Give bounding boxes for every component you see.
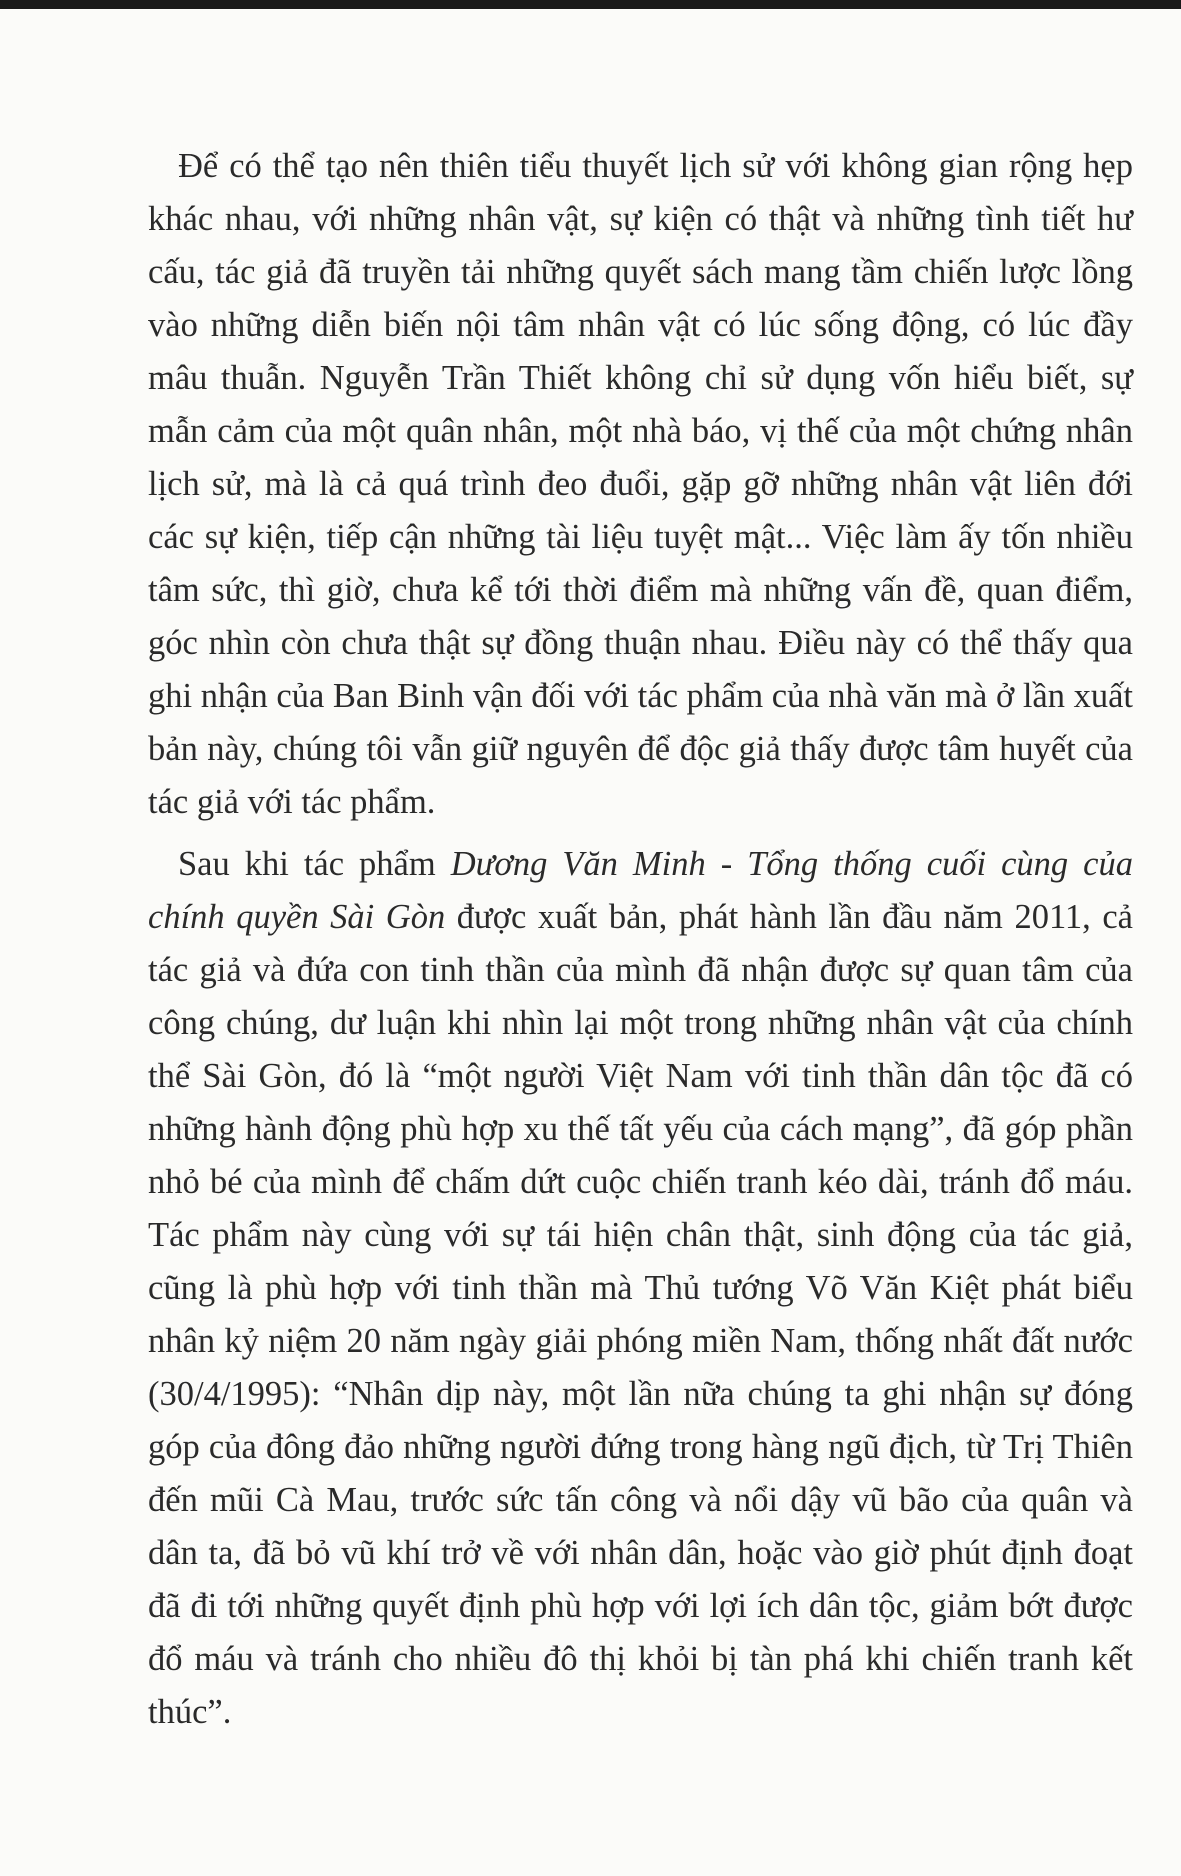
page-top-edge — [0, 0, 1181, 9]
book-title: Dương Văn Minh - Tổng thống cuối cùng của chính quyền Sài Gòn — [148, 845, 1133, 936]
paragraph-2-text: được xuất bản, phát hành lần đầu năm 2011, cả tác giả và đứa con tinh thần của mình đã nhận được sự quan tâm của công chúng, dư luận khi nhìn lại một trong những nhân vật của chính thể Sài Gòn, đó là “một người Việt Nam với tinh thần dân tộc đã có những hành động phù hợp xu thế tất yếu của cách mạng”, đã góp phần nhỏ bé của mình để chấm dứt cuộc chiến tranh kéo dài, tránh đổ máu. Tác phẩm này cùng với sự tái hiện chân thật, sinh động của tác giả, cũng là phù hợp với tinh thần mà Thủ tướng Võ Văn Kiệt phát biểu nhân kỷ niệm 20 năm ngày giải phóng miền Nam, thống nhất đất nước (30/4/1995): “Nhân dịp này, một lần nữa chúng ta ghi nhận sự đóng góp của đông đảo những người đứng trong hàng ngũ địch, từ Trị Thiên đến mũi Cà Mau, trước sức tấn công và nổi dậy vũ bão của quân và dân ta, đã bỏ vũ khí trở về với nhân dân, hoặc vào giờ phút định đoạt đã đi tới những quyết định phù hợp với lợi ích dân tộc, giảm bớt được đổ máu và tránh cho nhiều đô thị khỏi bị tàn phá khi chiến tranh kết thúc”. — [148, 898, 1133, 1731]
paragraph-2-intro: Sau khi tác phẩm — [178, 845, 451, 883]
paragraph-1-text: Để có thể tạo nên thiên tiểu thuyết lịch sử với không gian rộng hẹp khác nhau, với những nhân vật, sự kiện có thật và những tình tiết hư cấu, tác giả đã truyền tải những quyết sách mang tầm chiến lược lồng vào những diễn biến nội tâm nhân vật có lúc sống động, có lúc đầy mâu thuẫn. Nguyễn Trần Thiết không chỉ sử dụng vốn hiểu biết, sự mẫn cảm của một quân nhân, một nhà báo, vị thế của một chứng nhân lịch sử, mà là cả quá trình đeo đuổi, gặp gỡ những nhân vật liên đới các sự kiện, tiếp cận những tài liệu tuyệt mật... Việc làm ấy tốn nhiều tâm sức, thì giờ, chưa kể tới thời điểm mà những vấn đề, quan điểm, góc nhìn còn chưa thật sự đồng thuận nhau. Điều này có thể thấy qua ghi nhận của Ban Binh vận đối với tác phẩm của nhà văn mà ở lần xuất bản này, chúng tôi vẫn giữ nguyên để độc giả thấy được tâm huyết của tác giả với tác phẩm. — [148, 147, 1133, 821]
paragraph-1 — [148, 140, 1133, 829]
document-body — [148, 140, 1133, 1748]
paragraph-2 — [148, 838, 1133, 1739]
